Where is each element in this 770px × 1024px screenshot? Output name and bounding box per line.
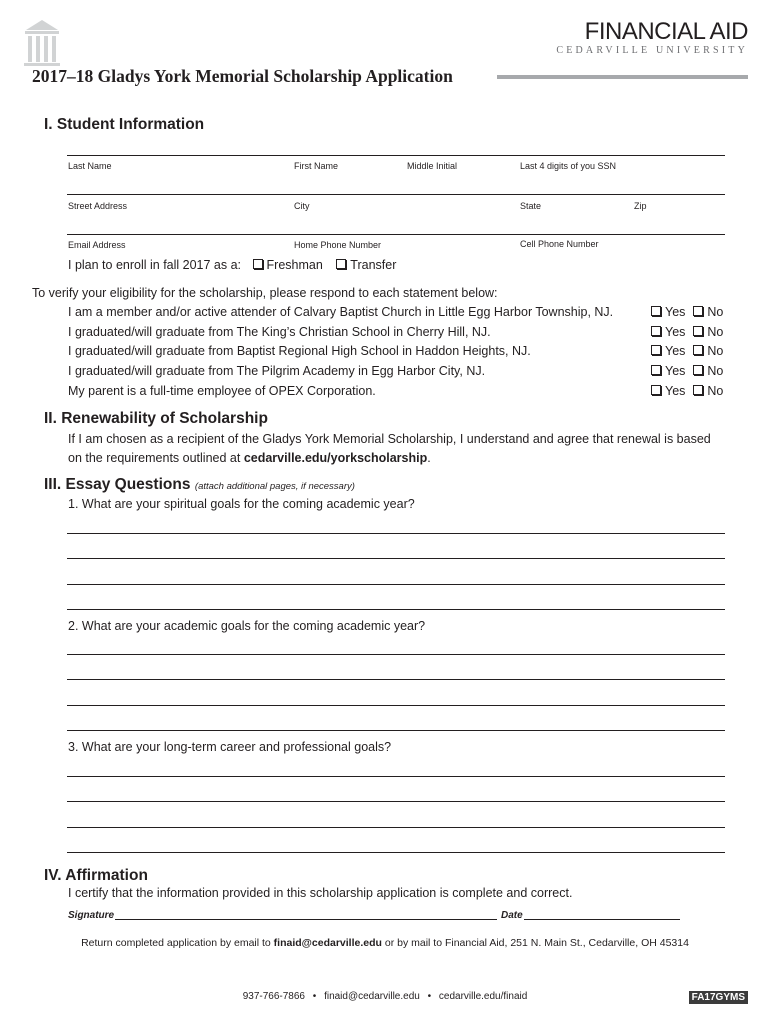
yes-no-row [651, 384, 723, 398]
answer-line[interactable] [67, 776, 725, 777]
yes-option[interactable]: Yes [651, 305, 685, 319]
ssn-label: Last 4 digits of you SSN [520, 161, 617, 171]
checkbox-icon[interactable] [693, 385, 703, 395]
statement-pilgrim: I graduated/will graduate from The Pilgrim Academy in Egg Harbor City, NJ. [68, 364, 486, 378]
answer-line[interactable] [67, 654, 725, 655]
footer-separator: • [312, 991, 317, 1002]
signature-line[interactable] [115, 919, 497, 920]
transfer-option[interactable] [336, 258, 396, 272]
brand-title: FINANCIAL AID [584, 18, 748, 45]
zip-label: Zip [634, 201, 647, 211]
statement-baptist-regional: I graduated/will graduate from Baptist Regional High School in Haddon Heights, NJ. [68, 344, 531, 358]
no-option[interactable]: No [693, 305, 723, 319]
columns-logo-icon [22, 18, 62, 68]
essay-question-3: 3. What are your long-term career and professional goals? [68, 740, 392, 754]
checkbox-icon[interactable] [651, 306, 661, 316]
freshman-option[interactable] [253, 258, 323, 272]
transfer-label: Transfer [350, 258, 397, 272]
checkbox-icon[interactable] [693, 306, 703, 316]
signature-label: Signature [68, 910, 115, 921]
verify-intro: To verify your eligibility for the scholarship, please respond to each statement below: [32, 286, 498, 300]
renewability-text-line1: If I am chosen as a recipient of the Gladys York Memorial Scholarship, I understand and agree that renewal is based [68, 432, 711, 446]
yes-option[interactable]: Yes [651, 364, 685, 378]
name-row-line[interactable] [67, 155, 725, 156]
yes-no-row [651, 325, 723, 339]
date-label: Date [501, 910, 523, 921]
checkbox-icon[interactable] [693, 345, 703, 355]
cell-phone-label: Cell Phone Number [520, 239, 599, 249]
answer-line[interactable] [67, 827, 725, 828]
form-code-badge: FA17GYMS [689, 991, 748, 1004]
checkbox-icon[interactable] [693, 365, 703, 375]
return-email-link[interactable]: finaid@cedarville.edu [273, 937, 382, 949]
answer-line[interactable] [67, 584, 725, 585]
last-name-label: Last Name [68, 161, 112, 171]
section-affirmation-heading: IV. Affirmation [44, 867, 148, 884]
page-title: 2017–18 Gladys York Memorial Scholarship Application [32, 66, 453, 86]
section-essay-heading: III. Essay Questions [44, 476, 191, 493]
answer-line[interactable] [67, 801, 725, 802]
no-option[interactable]: No [693, 344, 723, 358]
city-label: City [294, 201, 310, 211]
yes-option[interactable]: Yes [651, 325, 685, 339]
checkbox-icon[interactable] [651, 365, 661, 375]
first-name-label: First Name [294, 161, 339, 171]
enroll-prompt: I plan to enroll in fall 2017 as a: [68, 258, 242, 272]
title-rule [497, 75, 748, 79]
section-student-information-heading: I. Student Information [44, 116, 205, 133]
answer-line[interactable] [67, 705, 725, 706]
date-line[interactable] [524, 919, 680, 920]
footer-contact [0, 991, 770, 1002]
checkbox-icon[interactable] [651, 385, 661, 395]
no-option[interactable]: No [693, 384, 723, 398]
no-option[interactable]: No [693, 364, 723, 378]
freshman-label: Freshman [266, 258, 323, 272]
answer-line[interactable] [67, 609, 725, 610]
home-phone-label: Home Phone Number [294, 240, 382, 250]
renewability-text-line2: on the requirements outlined at cedarville.edu/yorkscholarship. [68, 451, 431, 465]
answer-line[interactable] [67, 558, 725, 559]
affirmation-text: I certify that the information provided in this scholarship application is complete and correct. [68, 886, 573, 900]
york-scholarship-link[interactable]: cedarville.edu/yorkscholarship [243, 451, 428, 465]
answer-line[interactable] [67, 730, 725, 731]
statement-kings: I graduated/will graduate from The King’s Christian School in Cherry Hill, NJ. [68, 325, 491, 339]
section-essay-heading-row [44, 476, 355, 494]
address-row-line[interactable] [67, 194, 725, 195]
section-renewability-heading: II. Renewability of Scholarship [44, 410, 268, 427]
answer-line[interactable] [67, 533, 725, 534]
essay-note: (attach additional pages, if necessary) [194, 481, 355, 492]
checkbox-icon[interactable] [253, 259, 263, 269]
footer-url[interactable]: cedarville.edu/finaid [438, 991, 528, 1002]
statement-calvary: I am a member and/or active attender of Calvary Baptist Church in Little Egg Harbor Township, NJ. [68, 305, 614, 319]
street-address-label: Street Address [68, 201, 128, 211]
checkbox-icon[interactable] [651, 345, 661, 355]
middle-initial-label: Middle Initial [407, 161, 458, 171]
answer-line[interactable] [67, 679, 725, 680]
no-option[interactable]: No [693, 325, 723, 339]
yes-option[interactable]: Yes [651, 384, 685, 398]
statement-opex: My parent is a full-time employee of OPEX Corporation. [68, 384, 376, 398]
footer-email[interactable]: finaid@cedarville.edu [324, 991, 420, 1002]
yes-option[interactable]: Yes [651, 344, 685, 358]
contact-row-line[interactable] [67, 234, 725, 235]
footer-phone: 937-766-7866 [242, 991, 305, 1002]
footer-separator: • [427, 991, 432, 1002]
answer-line[interactable] [67, 852, 725, 853]
email-address-label: Email Address [68, 240, 126, 250]
yes-no-row [651, 305, 723, 319]
essay-question-2: 2. What are your academic goals for the coming academic year? [68, 619, 426, 633]
checkbox-icon[interactable] [651, 326, 661, 336]
brand-subtitle: CEDARVILLE UNIVERSITY [556, 45, 748, 56]
checkbox-icon[interactable] [336, 259, 346, 269]
essay-question-1: 1. What are your spiritual goals for the coming academic year? [68, 497, 415, 511]
yes-no-row [651, 364, 723, 378]
checkbox-icon[interactable] [693, 326, 703, 336]
yes-no-row [651, 344, 723, 358]
enroll-row [68, 258, 396, 272]
state-label: State [520, 201, 542, 211]
return-instructions: Return completed application by email to finaid@cedarville.edu or by mail to Financial Aid, 251 N. Main St., Cedarville, OH 45314 [81, 937, 689, 949]
